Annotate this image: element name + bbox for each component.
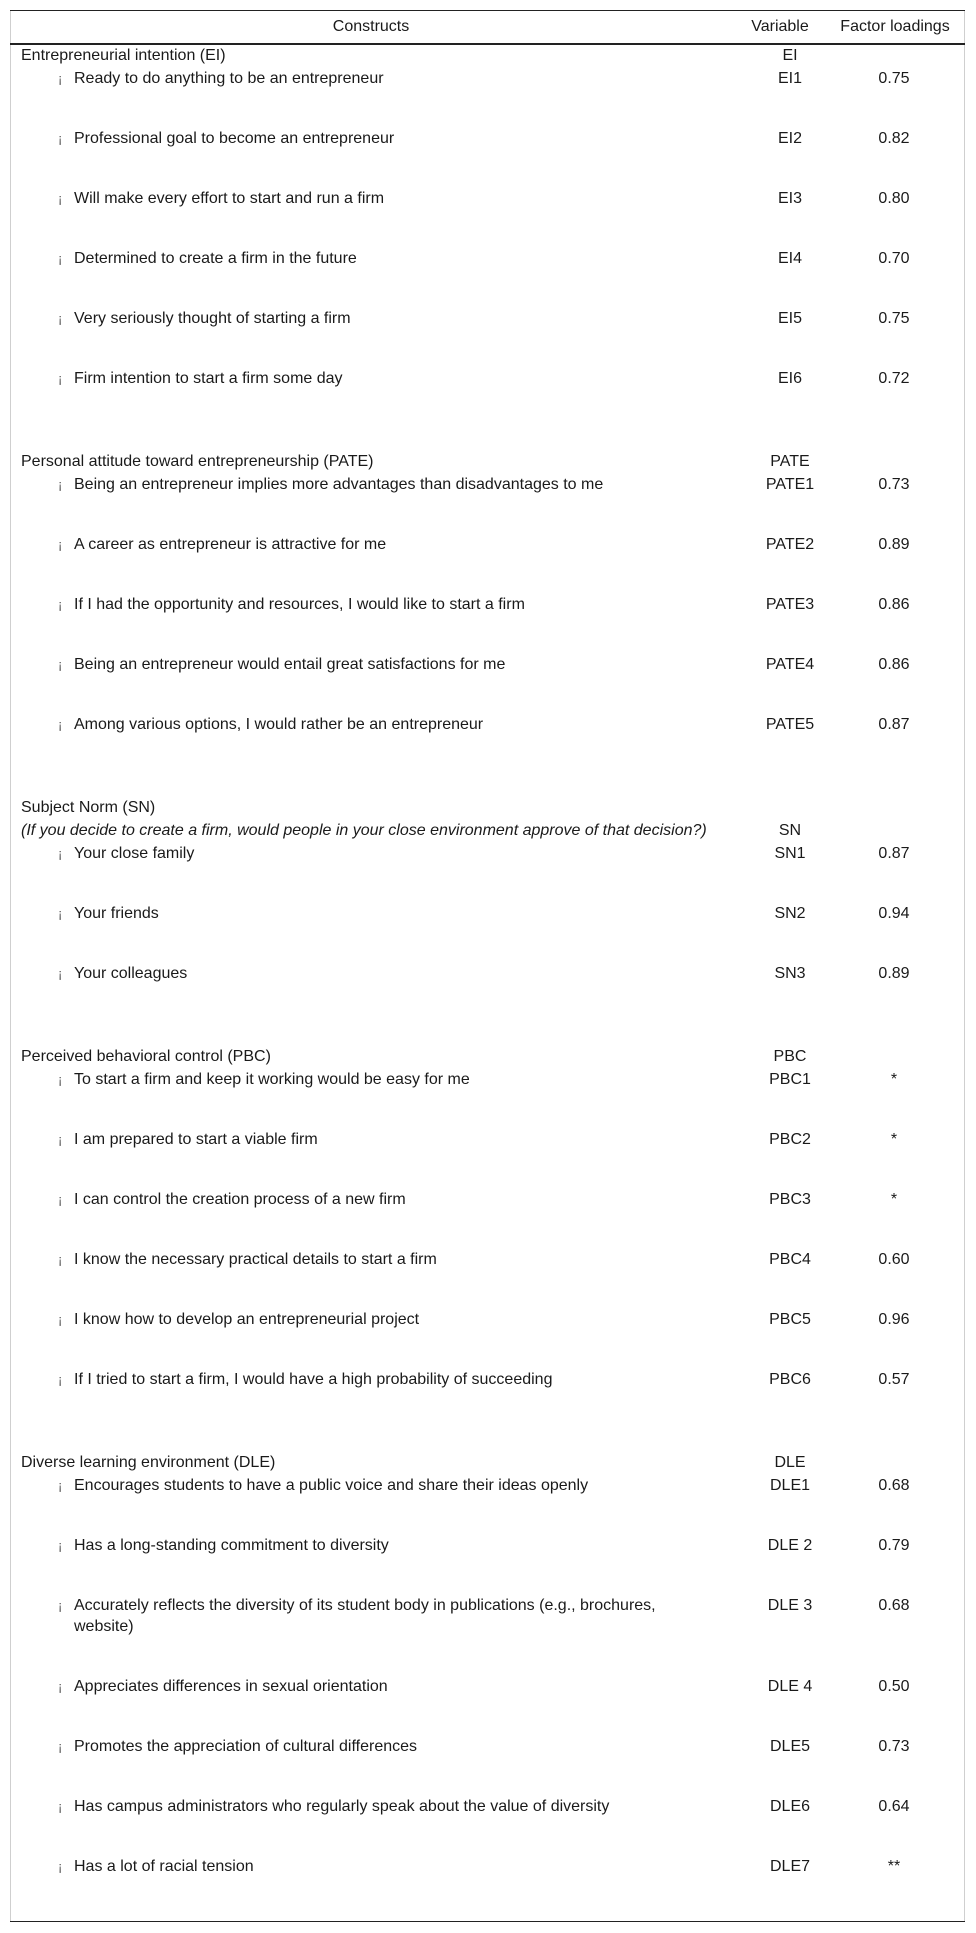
bullet-icon: ¡	[58, 1192, 63, 1207]
item-loading: 0.50	[878, 1678, 910, 1695]
item-loading: 0.80	[878, 190, 910, 207]
bullet-icon: ¡	[58, 1372, 63, 1387]
item-variable: PATE3	[765, 596, 815, 613]
item-loading: 0.86	[878, 656, 910, 673]
item-text: Accurately reflects the diversity of its student body in publications (e.g., brochures, website)	[74, 1597, 656, 1635]
item-loading: *	[890, 1191, 898, 1208]
item-loading: 0.70	[878, 250, 910, 267]
bullet-icon: ¡	[58, 537, 63, 552]
item-variable: SN3	[774, 965, 806, 982]
header-variable: Variable	[751, 18, 809, 35]
item-loading: 0.89	[878, 965, 910, 982]
header-constructs: Constructs	[332, 18, 410, 35]
item-variable: DLE5	[769, 1738, 811, 1755]
item-variable: EI3	[777, 190, 802, 207]
item-variable: PATE2	[765, 536, 815, 553]
item-variable: SN2	[774, 905, 806, 922]
item-loading: 0.96	[878, 1311, 910, 1328]
item-loading: 0.68	[878, 1597, 910, 1614]
item-variable: PBC1	[769, 1071, 811, 1088]
bullet-icon: ¡	[58, 1679, 63, 1694]
item-text: Being an entrepreneur implies more advantages than disadvantages to me	[74, 476, 604, 493]
item-variable: DLE6	[769, 1798, 811, 1815]
item-variable: DLE 4	[767, 1678, 813, 1695]
item-text: Has a lot of racial tension	[74, 1858, 254, 1875]
item-variable: DLE 2	[767, 1537, 813, 1554]
bullet-icon: ¡	[58, 1072, 63, 1087]
section-variable: EI	[782, 47, 798, 64]
item-variable: PBC4	[769, 1251, 811, 1268]
bullet-icon: ¡	[58, 966, 63, 981]
item-loading: 0.60	[878, 1251, 910, 1268]
item-loading: *	[890, 1071, 898, 1088]
bullet-icon: ¡	[58, 717, 63, 732]
section-variable: SN	[778, 822, 802, 839]
section-title: Personal attitude toward entrepreneurship (PATE)	[21, 453, 374, 470]
item-loading: 0.82	[878, 130, 910, 147]
section-variable: PBC	[773, 1048, 807, 1065]
item-loading: 0.73	[878, 1738, 910, 1755]
bullet-icon: ¡	[58, 1739, 63, 1754]
item-text: Your friends	[74, 905, 159, 922]
section-title: Perceived behavioral control (PBC)	[21, 1048, 271, 1065]
header-factor-loadings: Factor loadings	[840, 18, 950, 35]
item-variable: EI5	[777, 310, 802, 327]
section-variable: DLE	[774, 1454, 806, 1471]
item-variable: PBC3	[769, 1191, 811, 1208]
section-variable: PATE	[770, 453, 810, 470]
item-text: If I tried to start a firm, I would have a high probability of succeeding	[74, 1371, 553, 1388]
item-loading: 0.75	[878, 310, 910, 327]
bullet-icon: ¡	[58, 1799, 63, 1814]
bullet-icon: ¡	[58, 1538, 63, 1553]
bullet-icon: ¡	[58, 846, 63, 861]
item-text: Being an entrepreneur would entail great satisfactions for me	[74, 656, 506, 673]
item-loading: 0.57	[878, 1371, 910, 1388]
item-loading: 0.89	[878, 536, 910, 553]
bullet-icon: ¡	[58, 191, 63, 206]
item-loading: **	[887, 1858, 901, 1875]
item-text: I know how to develop an entrepreneurial project	[74, 1311, 420, 1328]
item-variable: DLE 3	[767, 1597, 813, 1614]
item-loading: 0.72	[878, 370, 910, 387]
item-text: Your colleagues	[74, 965, 188, 982]
item-text: Professional goal to become an entrepreneur	[74, 130, 395, 147]
bullet-icon: ¡	[58, 906, 63, 921]
item-variable: EI1	[777, 70, 802, 87]
bullet-icon: ¡	[58, 371, 63, 386]
item-variable: PATE4	[765, 656, 815, 673]
bullet-icon: ¡	[58, 251, 63, 266]
item-variable: PBC6	[769, 1371, 811, 1388]
section-subtitle: (If you decide to create a firm, would people in your close environment approve of that decision?)	[21, 822, 707, 839]
item-loading: 0.86	[878, 596, 910, 613]
item-text: Firm intention to start a firm some day	[74, 370, 343, 387]
item-text: If I had the opportunity and resources, I would like to start a firm	[74, 596, 525, 613]
item-text: Your close family	[74, 845, 195, 862]
item-text: To start a firm and keep it working would be easy for me	[74, 1071, 470, 1088]
item-text: Very seriously thought of starting a firm	[74, 310, 351, 327]
bullet-icon: ¡	[58, 1132, 63, 1147]
item-text: Has a long-standing commitment to diversity	[74, 1537, 389, 1554]
item-variable: EI6	[777, 370, 802, 387]
bullet-icon: ¡	[58, 1312, 63, 1327]
item-text: Determined to create a firm in the future	[74, 250, 357, 267]
item-loading: 0.87	[878, 845, 910, 862]
item-text: Promotes the appreciation of cultural differences	[74, 1738, 418, 1755]
item-loading: 0.73	[878, 476, 910, 493]
item-variable: PATE5	[765, 716, 815, 733]
item-text: Appreciates differences in sexual orientation	[74, 1678, 388, 1695]
bullet-icon: ¡	[58, 311, 63, 326]
item-variable: SN1	[774, 845, 806, 862]
item-text: Has campus administrators who regularly speak about the value of diversity	[74, 1798, 610, 1815]
bullet-icon: ¡	[58, 1478, 63, 1493]
item-variable: EI4	[777, 250, 802, 267]
table-top-rule	[10, 10, 965, 11]
item-text: I can control the creation process of a new firm	[74, 1191, 406, 1208]
table-bottom-rule	[10, 1921, 965, 1922]
item-variable: PBC2	[769, 1131, 811, 1148]
item-variable: EI2	[777, 130, 802, 147]
bullet-icon: ¡	[58, 597, 63, 612]
item-text: Among various options, I would rather be an entrepreneur	[74, 716, 484, 733]
item-variable: PATE1	[765, 476, 815, 493]
item-loading: 0.94	[878, 905, 910, 922]
section-title: Subject Norm (SN)	[21, 799, 156, 816]
section-title: Diverse learning environment (DLE)	[21, 1454, 276, 1471]
item-loading: 0.87	[878, 716, 910, 733]
item-variable: DLE1	[769, 1477, 811, 1494]
item-loading: *	[890, 1131, 898, 1148]
item-text: Ready to do anything to be an entrepreneur	[74, 70, 384, 87]
item-loading: 0.75	[878, 70, 910, 87]
bullet-icon: ¡	[58, 657, 63, 672]
item-text: Encourages students to have a public voice and share their ideas openly	[74, 1477, 589, 1494]
item-text: A career as entrepreneur is attractive for me	[74, 536, 387, 553]
item-text: I am prepared to start a viable firm	[74, 1131, 318, 1148]
bullet-icon: ¡	[58, 1859, 63, 1874]
item-loading: 0.79	[878, 1537, 910, 1554]
bullet-icon: ¡	[58, 1252, 63, 1267]
bullet-icon: ¡	[58, 1598, 63, 1613]
item-variable: DLE7	[769, 1858, 811, 1875]
item-variable: PBC5	[769, 1311, 811, 1328]
item-loading: 0.68	[878, 1477, 910, 1494]
item-text: I know the necessary practical details to start a firm	[74, 1251, 437, 1268]
bullet-icon: ¡	[58, 131, 63, 146]
bullet-icon: ¡	[58, 477, 63, 492]
item-loading: 0.64	[878, 1798, 910, 1815]
bullet-icon: ¡	[58, 71, 63, 86]
item-text: Will make every effort to start and run a firm	[74, 190, 385, 207]
section-title: Entrepreneurial intention (EI)	[21, 47, 226, 64]
